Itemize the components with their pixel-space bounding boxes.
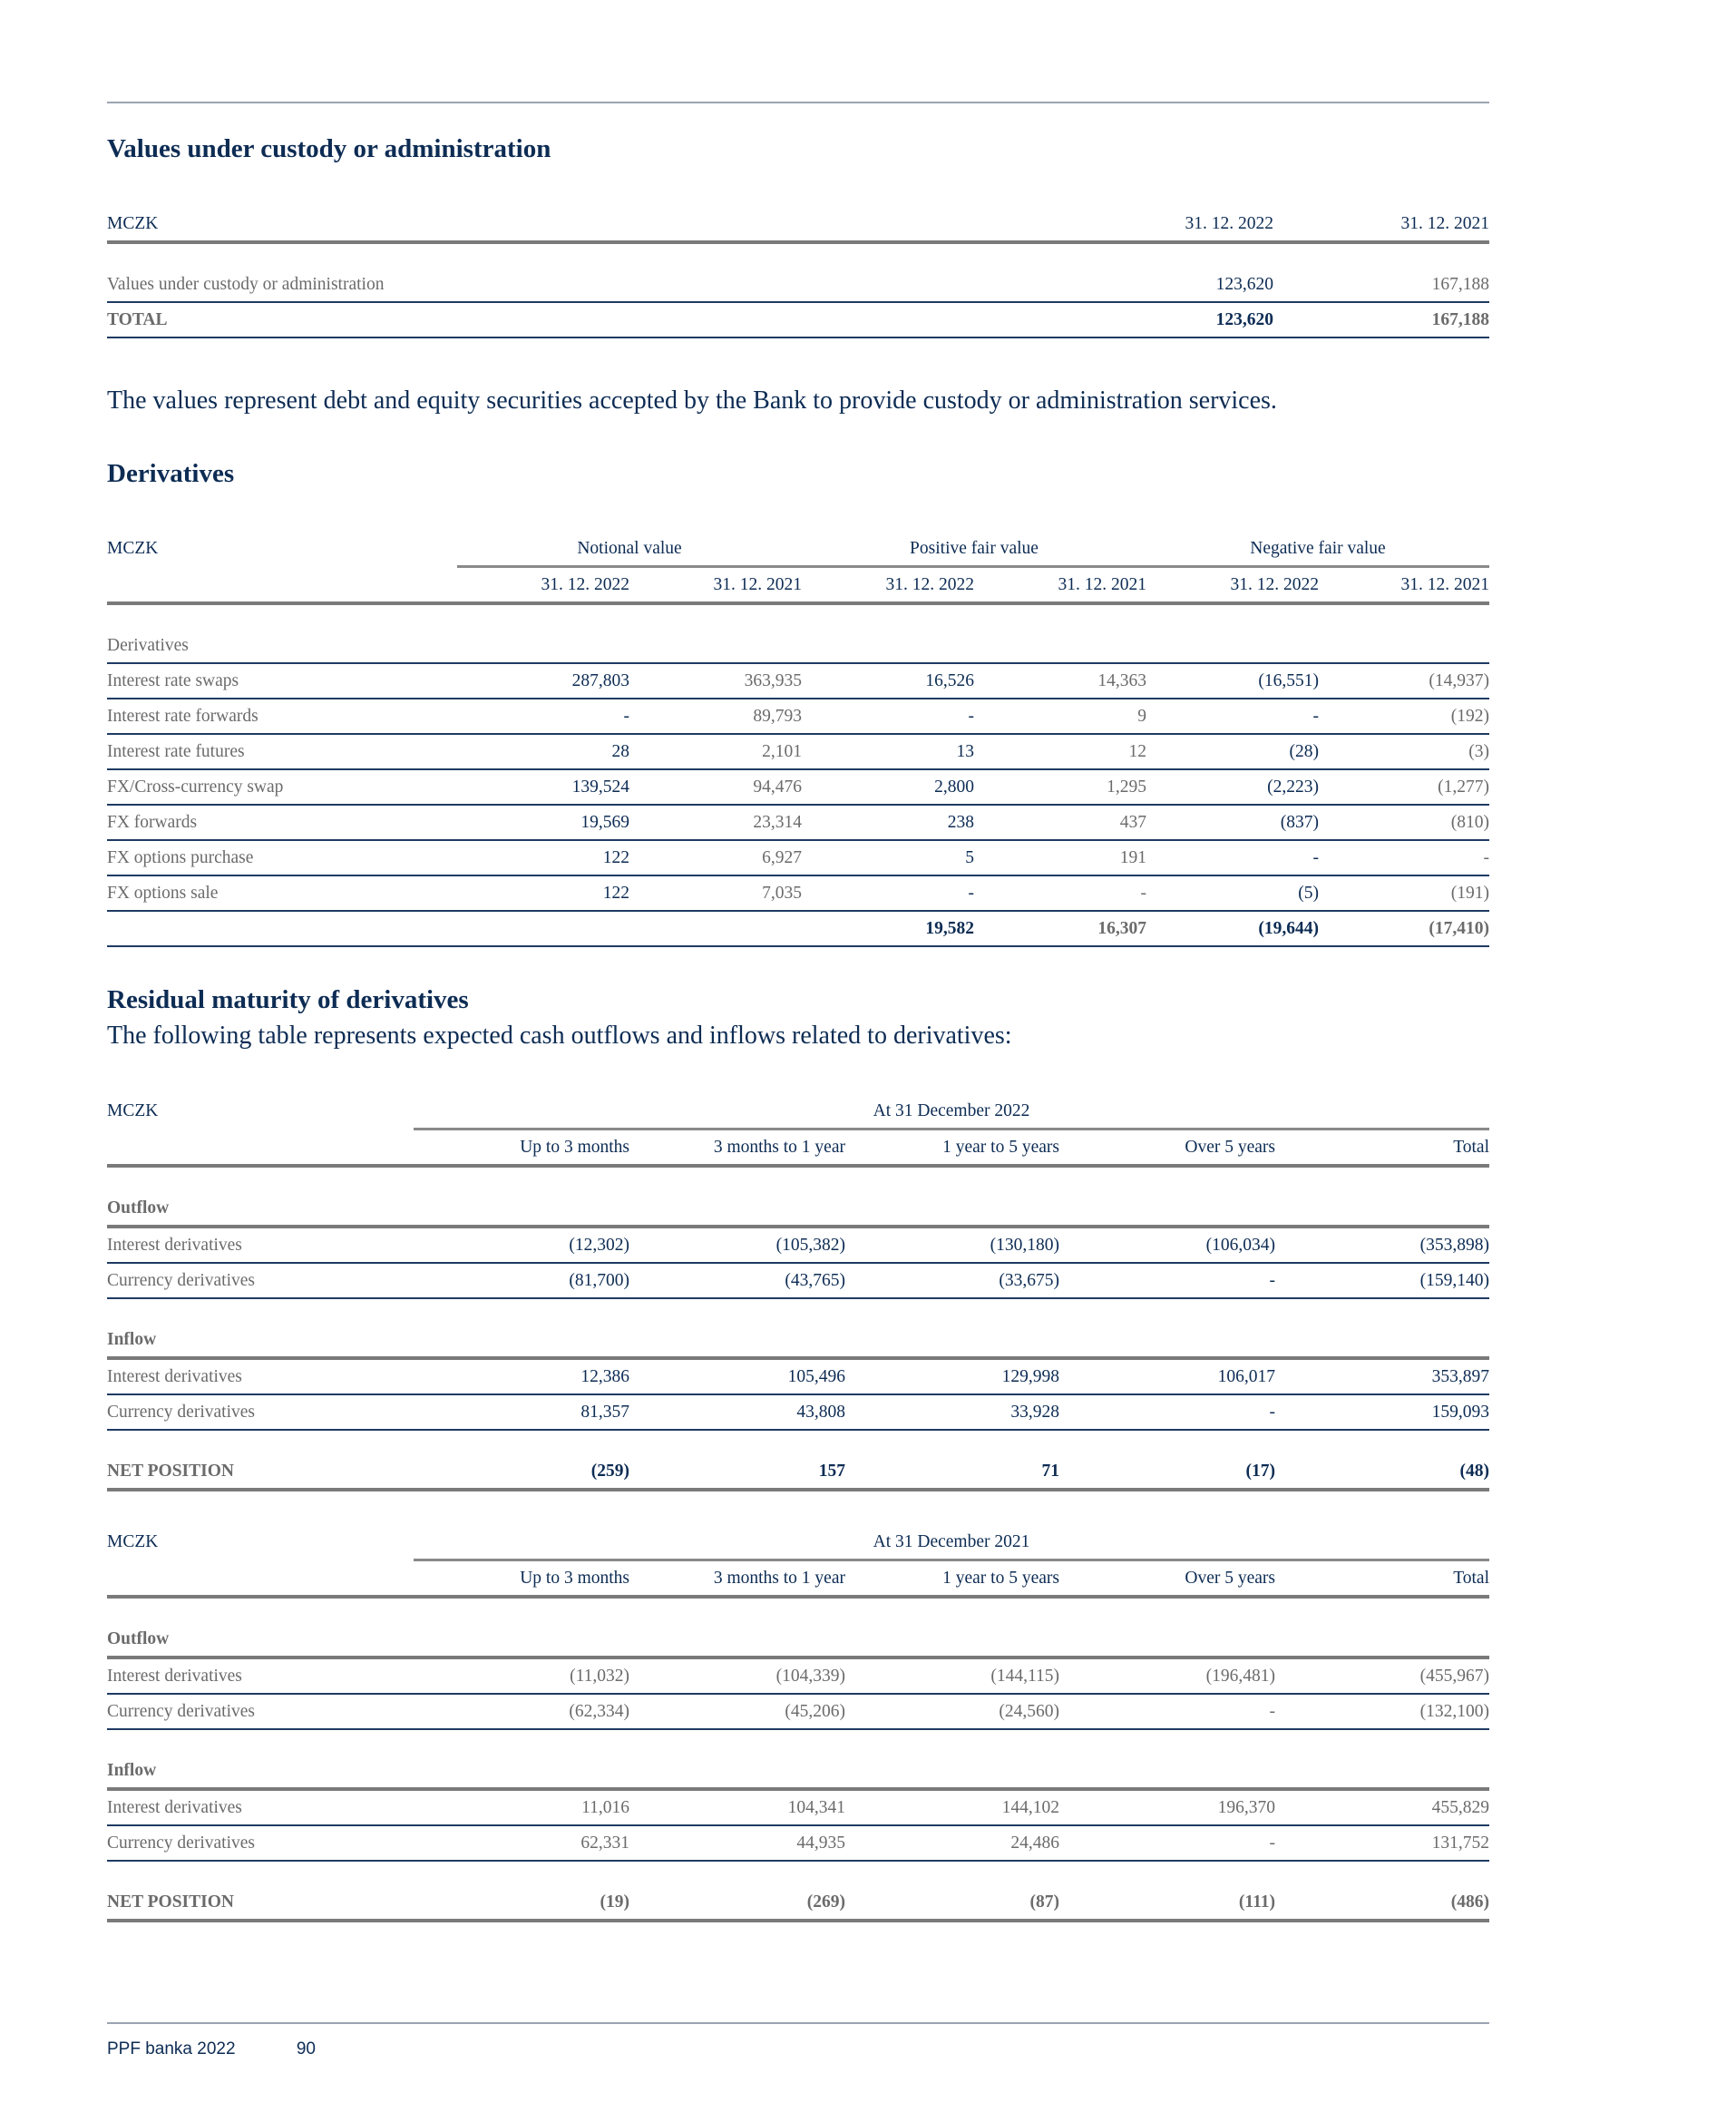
cell: 106,017 [1059, 1358, 1275, 1394]
row-label: Currency derivatives [107, 1394, 414, 1430]
cell: (17) [1059, 1454, 1275, 1490]
cell: 44,935 [629, 1825, 845, 1861]
cell: 6,927 [629, 840, 802, 875]
cell: (269) [629, 1885, 845, 1921]
cell: (130,180) [845, 1227, 1059, 1263]
page-number: 90 [296, 2039, 316, 2058]
net-position-row [107, 1885, 1489, 1921]
cell: 9 [974, 699, 1146, 734]
column-header-row [107, 1129, 1489, 1167]
cell: (105,382) [629, 1227, 845, 1263]
cell: (19,644) [1146, 911, 1319, 946]
section-row [107, 629, 1489, 663]
cell: (87) [845, 1885, 1059, 1921]
cell: 13 [802, 734, 974, 769]
column-header: Up to 3 months [414, 1129, 629, 1167]
cell: 2,101 [629, 734, 802, 769]
cell: 43,808 [629, 1394, 845, 1430]
cell: (33,675) [845, 1263, 1059, 1298]
cell: 71 [845, 1454, 1059, 1490]
unit-label: MCZK [107, 207, 1047, 242]
cell: (43,765) [629, 1263, 845, 1298]
column-header: Total [1275, 1129, 1489, 1167]
cell: 11,016 [414, 1789, 629, 1825]
period-header: At 31 December 2022 [414, 1094, 1489, 1129]
cell: (810) [1319, 805, 1489, 840]
cell: (48) [1275, 1454, 1489, 1490]
cell [457, 911, 629, 946]
cell: (104,339) [629, 1658, 845, 1694]
table-row [107, 1263, 1489, 1298]
cell: 159,093 [1275, 1394, 1489, 1430]
custody-note: The values represent debt and equity securities accepted by the Bank to provide custody or administration services. [107, 386, 1277, 415]
cell: - [802, 875, 974, 911]
cell: (486) [1275, 1885, 1489, 1921]
cell: 33,928 [845, 1394, 1059, 1430]
cell: 139,524 [457, 769, 629, 805]
cell: 437 [974, 805, 1146, 840]
cell: - [1319, 840, 1489, 875]
table-row [107, 663, 1489, 699]
cell: 122 [457, 840, 629, 875]
cell: 16,526 [802, 663, 974, 699]
cell: (81,700) [414, 1263, 629, 1298]
cell: - [1146, 699, 1319, 734]
table-row [107, 1227, 1489, 1263]
row-label: Values under custody or administration [107, 268, 1047, 302]
column-header: 31. 12. 2022 [457, 567, 629, 604]
cell: 14,363 [974, 663, 1146, 699]
residual-intro: The following table represents expected cash outflows and inflows related to derivatives: [107, 1022, 1012, 1050]
unit-label: MCZK [107, 539, 159, 559]
cell: (11,032) [414, 1658, 629, 1694]
residual-table-2021 [107, 1525, 1489, 1922]
cell: 1,295 [974, 769, 1146, 805]
section-row [107, 1754, 1489, 1789]
column-header: 31. 12. 2021 [1273, 207, 1489, 242]
row-label: Interest derivatives [107, 1358, 414, 1394]
derivatives-heading: Derivatives [107, 459, 235, 488]
custody-header-row [107, 207, 1489, 242]
cell: (28) [1146, 734, 1319, 769]
table-row [107, 1825, 1489, 1861]
cell: 363,935 [629, 663, 802, 699]
column-header: 31. 12. 2022 [1047, 207, 1273, 242]
residual-table-2022 [107, 1094, 1489, 1491]
cell: 28 [457, 734, 629, 769]
cell: 81,357 [414, 1394, 629, 1430]
total-2021: 167,188 [1273, 302, 1489, 337]
cell: 104,341 [629, 1789, 845, 1825]
cell: 23,314 [629, 805, 802, 840]
group-header-notional: Notional value [457, 532, 802, 567]
cell: (353,898) [1275, 1227, 1489, 1263]
column-header: 31. 12. 2022 [802, 567, 974, 604]
cell: 2,800 [802, 769, 974, 805]
table-row [107, 1694, 1489, 1729]
cell: (196,481) [1059, 1658, 1275, 1694]
net-label: NET POSITION [107, 1885, 414, 1921]
unit-label: MCZK [107, 1532, 159, 1552]
cell: 131,752 [1275, 1825, 1489, 1861]
cell: - [1146, 840, 1319, 875]
row-label: Interest rate futures [107, 734, 457, 769]
cell: 353,897 [1275, 1358, 1489, 1394]
row-label: Currency derivatives [107, 1825, 414, 1861]
row-label: Interest rate forwards [107, 699, 457, 734]
cell: - [1059, 1825, 1275, 1861]
cell: - [1059, 1263, 1275, 1298]
cell: (16,551) [1146, 663, 1319, 699]
row-label: FX forwards [107, 805, 457, 840]
cell: 144,102 [845, 1789, 1059, 1825]
table-row [107, 1789, 1489, 1825]
cell: 19,582 [802, 911, 974, 946]
column-header: 3 months to 1 year [629, 1129, 845, 1167]
table-row [107, 1658, 1489, 1694]
footer [107, 2039, 316, 2059]
cell: 62,331 [414, 1825, 629, 1861]
cell: (455,967) [1275, 1658, 1489, 1694]
table-row [107, 875, 1489, 911]
cell: - [1059, 1694, 1275, 1729]
cell: (2,223) [1146, 769, 1319, 805]
cell: (19) [414, 1885, 629, 1921]
table-row [107, 1394, 1489, 1430]
cell: 24,486 [845, 1825, 1059, 1861]
total-2022: 123,620 [1047, 302, 1273, 337]
column-header: 31. 12. 2021 [1319, 567, 1489, 604]
column-header: Up to 3 months [414, 1560, 629, 1598]
cell: - [974, 875, 1146, 911]
residual-heading: Residual maturity of derivatives [107, 985, 469, 1014]
value-2021: 167,188 [1273, 268, 1489, 302]
table-row [107, 840, 1489, 875]
cell: (144,115) [845, 1658, 1059, 1694]
row-label: Interest rate swaps [107, 663, 457, 699]
group-header-negative: Negative fair value [1146, 532, 1489, 567]
cell: - [1059, 1394, 1275, 1430]
cell: (12,302) [414, 1227, 629, 1263]
total-row [107, 911, 1489, 946]
cell: (259) [414, 1454, 629, 1490]
cell: 287,803 [457, 663, 629, 699]
column-header: 1 year to 5 years [845, 1560, 1059, 1598]
row-label: Interest derivatives [107, 1227, 414, 1263]
column-header: 31. 12. 2021 [974, 567, 1146, 604]
cell: 19,569 [457, 805, 629, 840]
period-header: At 31 December 2021 [414, 1525, 1489, 1560]
column-header: Over 5 years [1059, 1129, 1275, 1167]
cell: (106,034) [1059, 1227, 1275, 1263]
cell: (3) [1319, 734, 1489, 769]
cell: (45,206) [629, 1694, 845, 1729]
row-label: FX options sale [107, 875, 457, 911]
period-header-row [107, 1525, 1489, 1560]
footer-divider [107, 2022, 1489, 2024]
value-2022: 123,620 [1047, 268, 1273, 302]
cell: 16,307 [974, 911, 1146, 946]
derivatives-table [107, 532, 1489, 947]
cell: 129,998 [845, 1358, 1059, 1394]
cell: - [802, 699, 974, 734]
row-label: FX options purchase [107, 840, 457, 875]
outflow-label: Outflow [107, 1622, 414, 1658]
row-label: Currency derivatives [107, 1263, 414, 1298]
cell: 196,370 [1059, 1789, 1275, 1825]
column-header: Total [1275, 1560, 1489, 1598]
group-header-positive: Positive fair value [802, 532, 1146, 567]
cell: (191) [1319, 875, 1489, 911]
table-row [107, 1358, 1489, 1394]
table-row [107, 734, 1489, 769]
table-row [107, 769, 1489, 805]
total-label [107, 911, 457, 946]
section-label: Derivatives [107, 629, 457, 663]
row-label: Interest derivatives [107, 1658, 414, 1694]
publication-name: PPF banka 2022 [107, 2039, 236, 2058]
net-label: NET POSITION [107, 1454, 414, 1490]
cell: - [457, 699, 629, 734]
cell: (132,100) [1275, 1694, 1489, 1729]
cell: 5 [802, 840, 974, 875]
unit-label: MCZK [107, 1101, 159, 1121]
cell: (17,410) [1319, 911, 1489, 946]
outflow-label: Outflow [107, 1191, 414, 1227]
row-label: Currency derivatives [107, 1694, 414, 1729]
cell: 105,496 [629, 1358, 845, 1394]
cell: (62,334) [414, 1694, 629, 1729]
section-row [107, 1323, 1489, 1358]
total-label: TOTAL [107, 302, 1047, 337]
section-row [107, 1622, 1489, 1658]
group-header-row [107, 532, 1489, 567]
top-divider [107, 102, 1489, 103]
inflow-label: Inflow [107, 1754, 414, 1789]
cell: (24,560) [845, 1694, 1059, 1729]
inflow-label: Inflow [107, 1323, 414, 1358]
cell: (159,140) [1275, 1263, 1489, 1298]
cell: (837) [1146, 805, 1319, 840]
column-header: 31. 12. 2022 [1146, 567, 1319, 604]
cell: (14,937) [1319, 663, 1489, 699]
cell [629, 911, 802, 946]
period-header-row [107, 1094, 1489, 1129]
net-position-row [107, 1454, 1489, 1490]
cell: 238 [802, 805, 974, 840]
cell: 94,476 [629, 769, 802, 805]
column-header: 31. 12. 2021 [629, 567, 802, 604]
cell: 191 [974, 840, 1146, 875]
section-row [107, 1191, 1489, 1227]
cell: (5) [1146, 875, 1319, 911]
total-row [107, 302, 1489, 337]
row-label: FX/Cross-currency swap [107, 769, 457, 805]
table-row [107, 805, 1489, 840]
custody-table [107, 207, 1489, 338]
cell: 7,035 [629, 875, 802, 911]
row-label: Interest derivatives [107, 1789, 414, 1825]
column-header: 3 months to 1 year [629, 1560, 845, 1598]
column-header: Over 5 years [1059, 1560, 1275, 1598]
cell: 122 [457, 875, 629, 911]
cell: (111) [1059, 1885, 1275, 1921]
column-header: 1 year to 5 years [845, 1129, 1059, 1167]
table-row [107, 699, 1489, 734]
column-header-row [107, 1560, 1489, 1598]
column-header-row [107, 567, 1489, 604]
cell: 12,386 [414, 1358, 629, 1394]
cell: 12 [974, 734, 1146, 769]
table-row [107, 268, 1489, 302]
cell: (192) [1319, 699, 1489, 734]
cell: 455,829 [1275, 1789, 1489, 1825]
cell: (1,277) [1319, 769, 1489, 805]
custody-heading: Values under custody or administration [107, 134, 551, 163]
cell: 157 [629, 1454, 845, 1490]
cell: 89,793 [629, 699, 802, 734]
